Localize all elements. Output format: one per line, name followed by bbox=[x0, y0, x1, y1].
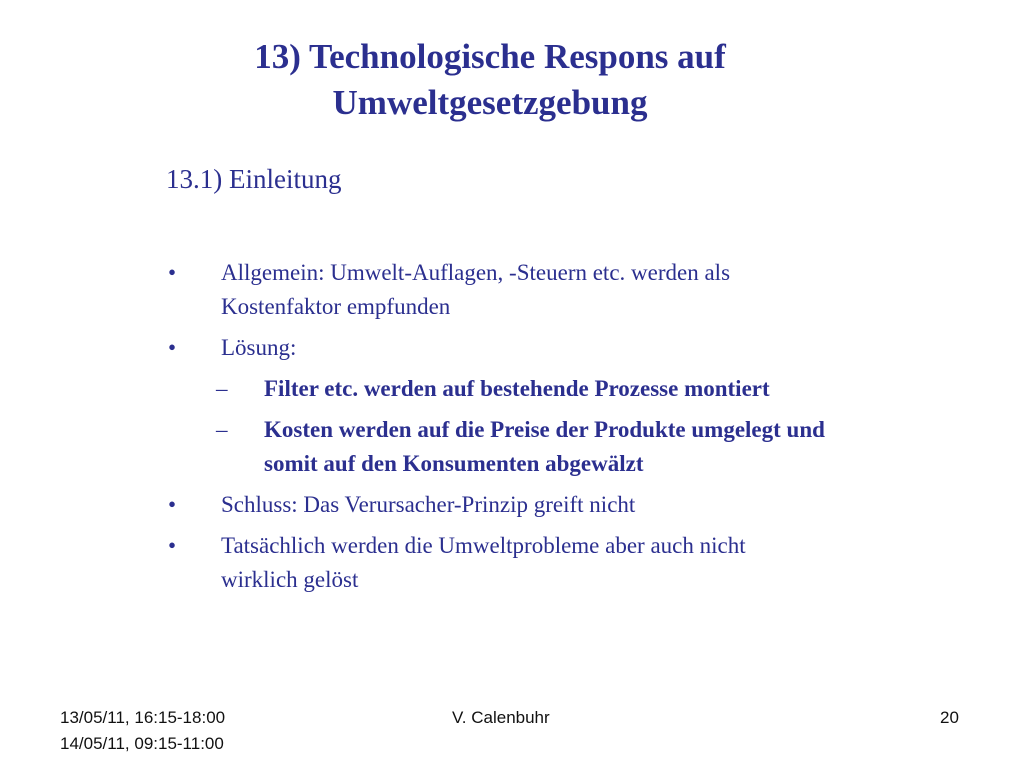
bullet-item-actually bbox=[166, 529, 986, 597]
bullet-text-line: Kostenfaktor empfunden bbox=[221, 294, 451, 319]
bullet-item-conclusion bbox=[166, 488, 986, 522]
bullet-marker: • bbox=[168, 533, 177, 558]
bullet-item-general bbox=[166, 256, 986, 324]
bullet-marker: • bbox=[168, 492, 177, 517]
slide-title-line-1: 13) Technologische Respons auf bbox=[254, 37, 726, 76]
bullet-item-solution bbox=[166, 331, 986, 365]
bullet-marker: • bbox=[168, 335, 177, 360]
sub-bullet-text-line: Filter etc. werden auf bestehende Prozesse montiert bbox=[264, 376, 770, 401]
footer-date-line-1: 13/05/11, 16:15-18:00 bbox=[60, 708, 226, 727]
bullet-text-line: Lösung: bbox=[221, 335, 297, 360]
sub-bullet-text-line: somit auf den Konsumenten abgewälzt bbox=[264, 451, 644, 476]
slide-title bbox=[80, 34, 900, 126]
bullet-text-line: Allgemein: Umwelt-Auflagen, -Steuern etc. werden als bbox=[221, 260, 731, 285]
footer-date-line-2: 14/05/11, 09:15-11:00 bbox=[60, 734, 224, 753]
slide-title-line-2: Umweltgesetzgebung bbox=[332, 83, 648, 122]
bullet-list bbox=[166, 256, 986, 604]
bullet-marker: • bbox=[168, 260, 177, 285]
sub-bullet-text-line: Kosten werden auf die Preise der Produkte umgelegt und bbox=[264, 417, 825, 442]
sub-bullet-item-filter bbox=[166, 372, 986, 406]
footer-date bbox=[60, 705, 225, 757]
section-subtitle: 13.1) Einleitung bbox=[166, 164, 342, 194]
dash-marker: – bbox=[216, 376, 228, 401]
dash-marker: – bbox=[216, 417, 228, 442]
footer-author: V. Calenbuhr bbox=[452, 708, 550, 727]
page-number: 20 bbox=[940, 708, 959, 727]
bullet-text-line: wirklich gelöst bbox=[221, 567, 359, 592]
sub-bullet-item-costs bbox=[166, 413, 986, 481]
bullet-text-line: Tatsächlich werden die Umweltprobleme aber auch nicht bbox=[221, 533, 746, 558]
bullet-text-line: Schluss: Das Verursacher-Prinzip greift nicht bbox=[221, 492, 636, 517]
